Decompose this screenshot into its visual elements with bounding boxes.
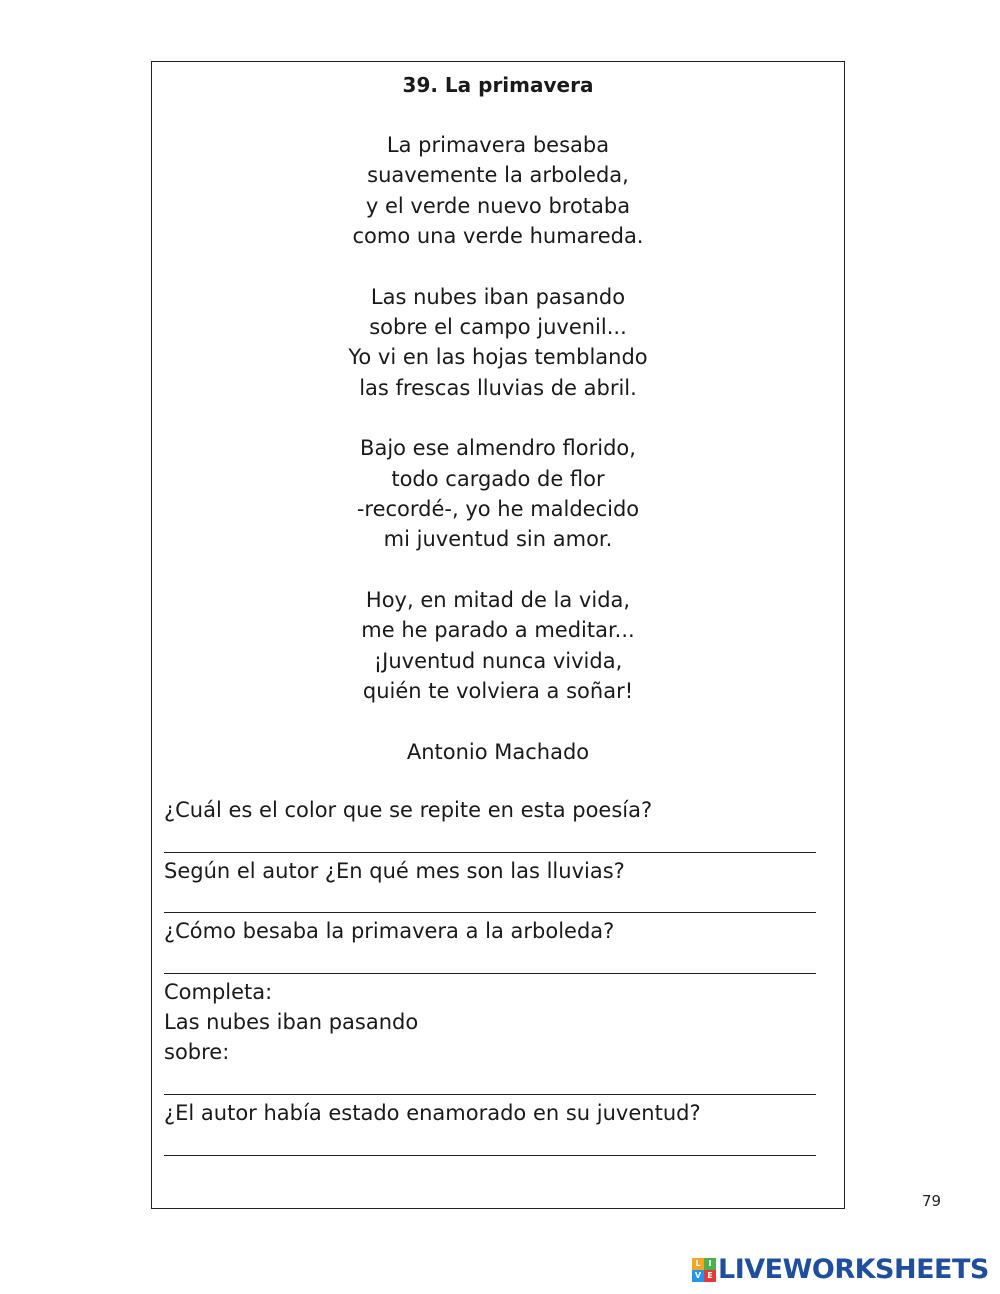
poem-author: Antonio Machado: [406, 739, 590, 764]
logo-letter: I: [704, 1258, 716, 1270]
poem: [152, 130, 844, 767]
poem-verse: La primavera besaba: [386, 133, 610, 157]
question-4-label: Completa:: [164, 979, 273, 1004]
question-5: ¿El autor había estado enamorado en su juventud?: [164, 1100, 701, 1125]
poem-verse: Bajo ese almendro florido,: [360, 436, 636, 461]
answer-line-4[interactable]: [164, 1068, 816, 1098]
poem-verse: y el verde nuevo brotaba: [365, 193, 631, 218]
page-number: 79: [922, 1192, 942, 1210]
poem-verse: ¡Juventud nunca vivida,: [373, 648, 623, 673]
poem-verse: -recordé-, yo he maldecido: [356, 496, 640, 521]
answer-line-2[interactable]: [164, 886, 816, 916]
poem-verse: me he parado a meditar...: [361, 618, 635, 643]
poem-verse: suavemente la arboleda,: [367, 163, 629, 188]
question-2: Según el autor ¿En qué mes son las lluvias?: [164, 858, 625, 883]
poem-verse: las frescas lluvias de abril.: [359, 375, 637, 400]
question-3: ¿Cómo besaba la primavera a la arboleda?: [164, 919, 615, 944]
poem-stanza-4: [152, 585, 844, 706]
poem-verse: todo cargado de flor: [391, 466, 605, 491]
worksheet-frame: [151, 61, 845, 1209]
poem-verse: Yo vi en las hojas temblando: [348, 345, 648, 370]
poem-verse: Las nubes iban pasando: [370, 284, 626, 309]
worksheet-title: 39. La primavera: [402, 73, 594, 97]
brand-name: LIVEWORKSHEETS: [718, 1254, 989, 1285]
logo-letter: L: [692, 1258, 704, 1270]
liveworksheets-logo-icon: [692, 1258, 716, 1282]
answer-line-1[interactable]: [164, 825, 816, 855]
poem-verse: Hoy, en mitad de la vida,: [365, 588, 631, 613]
question-1: ¿Cuál es el color que se repite en esta poesía?: [164, 798, 653, 822]
liveworksheets-brand[interactable]: [692, 1254, 989, 1286]
answer-line-3[interactable]: [164, 946, 816, 976]
logo-letter: E: [704, 1270, 716, 1282]
answer-line-5[interactable]: [164, 1128, 816, 1158]
questions-section: [164, 795, 816, 1159]
poem-verse: mi juventud sin amor.: [383, 527, 613, 552]
poem-stanza-3: [152, 433, 844, 554]
poem-stanza-2: [152, 282, 844, 403]
poem-verse: quién te volviera a soñar!: [362, 678, 634, 703]
poem-stanza-1: [152, 130, 844, 251]
question-4-line-1: Las nubes iban pasando: [164, 1010, 419, 1035]
poem-verse: sobre el campo juvenil...: [369, 314, 627, 339]
logo-letter: V: [692, 1270, 704, 1282]
question-4-line-2: sobre:: [164, 1040, 230, 1065]
poem-verse: como una verde humareda.: [352, 223, 644, 248]
